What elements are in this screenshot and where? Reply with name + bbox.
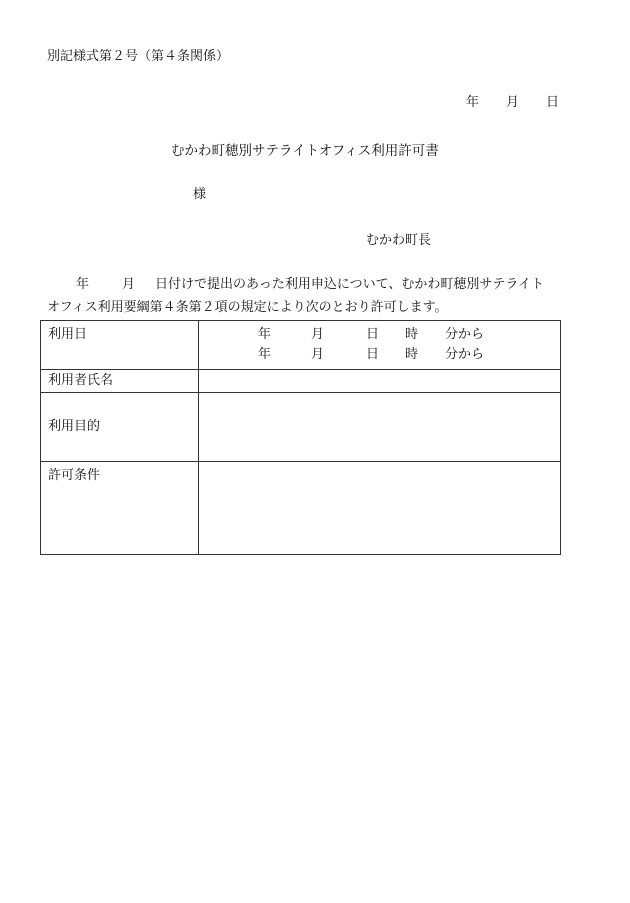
body-month-label: 月 <box>122 277 136 292</box>
label-usage-date: 利用日 <box>41 321 199 370</box>
end-hour: 時 <box>405 347 419 362</box>
usage-date-values <box>199 321 561 370</box>
body-text-line-2: オフィス利用要綱第４条第２項の規定により次のとおり許可します。 <box>47 300 448 315</box>
table-row-purpose <box>41 393 561 462</box>
permit-table <box>40 320 561 555</box>
issue-date-line <box>466 95 559 111</box>
start-minute: 分から <box>445 327 485 342</box>
label-purpose: 利用目的 <box>41 393 199 462</box>
end-month: 月 <box>311 347 325 362</box>
start-day: 日 <box>366 327 380 342</box>
table-row-usage-date <box>41 321 561 370</box>
body-text-line-1 <box>47 277 544 293</box>
usage-date-end <box>206 345 553 365</box>
body-year-label: 年 <box>76 277 90 292</box>
start-year: 年 <box>258 327 272 342</box>
label-user-name: 利用者氏名 <box>41 370 199 393</box>
end-day: 日 <box>366 347 380 362</box>
document-title: むかわ町穂別サテライトオフィス利用許可書 <box>171 143 439 159</box>
end-year: 年 <box>258 347 272 362</box>
user-name-value <box>199 370 561 393</box>
purpose-value <box>199 393 561 462</box>
issuer-name: むかわ町長 <box>366 233 432 248</box>
label-conditions: 許可条件 <box>41 462 199 555</box>
form-number: 別記様式第２号（第４条関係） <box>47 49 230 64</box>
date-month-label: 月 <box>506 95 520 110</box>
conditions-value <box>199 462 561 555</box>
addressee-suffix: 様 <box>193 187 207 202</box>
date-day-label: 日 <box>546 95 560 110</box>
table-row-conditions <box>41 462 561 555</box>
start-month: 月 <box>311 327 325 342</box>
table-row-user-name <box>41 370 561 393</box>
usage-date-start <box>206 325 553 345</box>
start-hour: 時 <box>405 327 419 342</box>
date-year-label: 年 <box>466 95 480 110</box>
body-text-rest: 日付けで提出のあった利用申込について、むかわ町穂別サテライト <box>155 277 544 292</box>
end-minute: 分から <box>445 347 485 362</box>
